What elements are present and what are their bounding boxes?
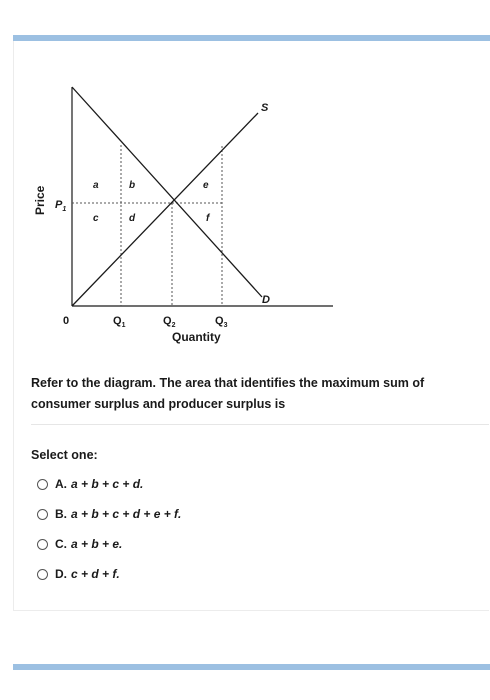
option-b[interactable] <box>37 499 181 529</box>
demand-curve <box>72 87 262 297</box>
option-text: c + d + f. <box>71 567 120 581</box>
option-letter: D. <box>55 567 67 581</box>
option-text: a + b + e. <box>71 537 123 551</box>
supply-curve <box>72 113 258 306</box>
region-label-e: e <box>203 180 209 191</box>
y-axis-title: Price <box>33 185 47 215</box>
x-axis-title: Quantity <box>172 330 221 344</box>
supply-label: S <box>261 102 269 114</box>
divider <box>31 424 489 425</box>
region-label-c: c <box>93 213 99 224</box>
demand-label: D <box>262 294 270 306</box>
option-text: a + b + c + d + e + f. <box>71 507 182 521</box>
option-c[interactable] <box>37 529 181 559</box>
q3-label: $Q_3$ <box>215 315 228 329</box>
option-d[interactable] <box>37 559 181 589</box>
option-letter: B. <box>55 507 67 521</box>
radio-button[interactable] <box>37 539 48 550</box>
bottom-accent-bar <box>13 664 490 670</box>
option-a[interactable] <box>37 469 181 499</box>
region-label-d: d <box>129 213 136 224</box>
radio-button[interactable] <box>37 479 48 490</box>
option-letter: A. <box>55 477 67 491</box>
region-label-b: b <box>129 180 136 191</box>
option-letter: C. <box>55 537 67 551</box>
q2-label: $Q_2$ <box>163 315 176 329</box>
select-one-label: Select one: <box>31 448 98 462</box>
origin-label: 0 <box>63 315 70 327</box>
price-p1-label: $P_1$ <box>55 199 67 213</box>
q1-label: $Q_1$ <box>113 315 126 329</box>
radio-button[interactable] <box>37 569 48 580</box>
option-text: a + b + c + d. <box>71 477 144 491</box>
answer-options <box>37 469 181 589</box>
radio-button[interactable] <box>37 509 48 520</box>
question-text: Refer to the diagram. The area that identifies the maximum sum of consumer surplus and producer surplus is <box>31 376 425 411</box>
region-label-f: f <box>206 213 210 224</box>
region-label-a: a <box>93 180 99 191</box>
